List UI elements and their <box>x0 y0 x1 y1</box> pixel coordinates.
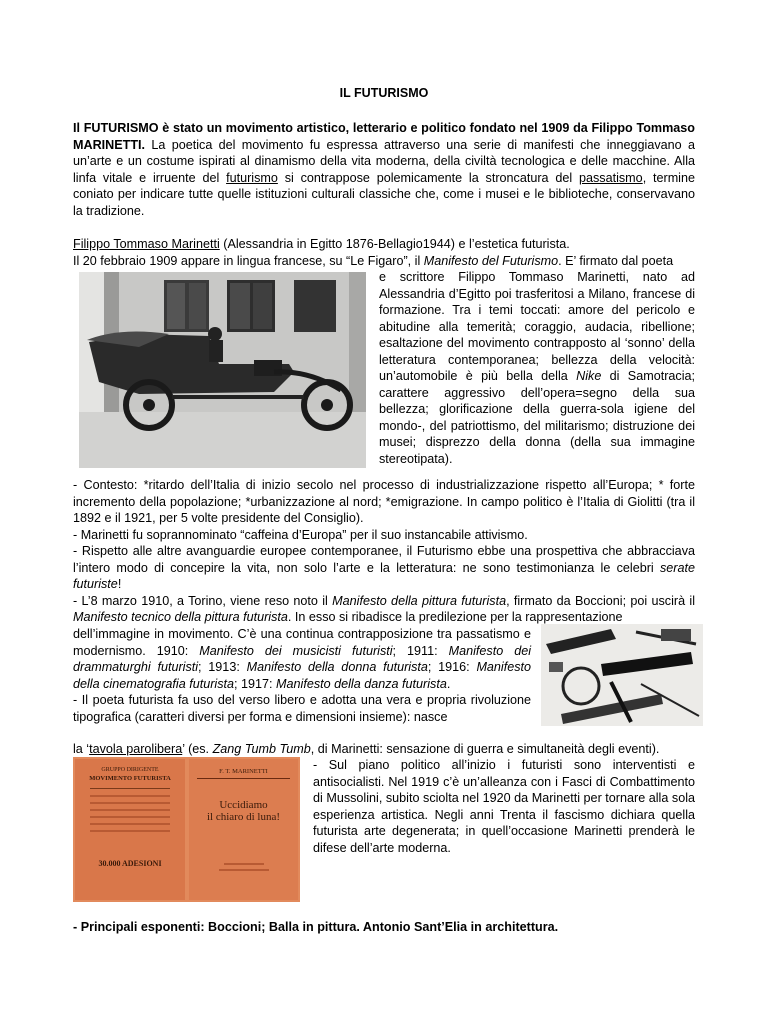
term-passatismo: passatismo <box>578 170 643 185</box>
torino-a: - L’8 marzo 1910, a Torino, viene reso noto il <box>73 593 328 608</box>
manifesto-1913: Manifesto della donna futurista <box>246 660 428 674</box>
book-right-author: F. T. MARINETTI <box>197 768 290 779</box>
manifesto-line-b: . E’ firmato dal poeta <box>558 254 674 268</box>
manifesto-line <box>73 253 695 270</box>
term-futurismo: futurismo <box>226 170 278 185</box>
tav-c: , di Marinetti: sensazione di guerra e simultaneità degli eventi). <box>310 742 660 756</box>
manifesti-intro: dell’immagine in movimento. C’è una continua contrapposizione tra passatismo e modernismo. 1910: <box>73 627 531 658</box>
manifesti-dot: . <box>446 676 451 691</box>
intro-text-2: si contrappose polemicamente la stroncatura del <box>284 170 573 185</box>
nike-term: Nike <box>576 369 602 383</box>
manifesto-1910: Manifesto dei musicisti futuristi <box>199 643 393 658</box>
point-politica <box>313 757 695 856</box>
point-caffeina: - Marinetti fu soprannominato “caffeina d’Europa” per il suo instancabile attivismo. <box>73 527 528 542</box>
car-photo <box>79 272 366 468</box>
parolibera-art <box>541 624 703 726</box>
point-esponenti: - Principali esponenti: Boccioni; Balla in pittura. Antonio Sant’Elia in architettura. <box>73 920 559 934</box>
year-1917: ; 1917: <box>234 676 273 691</box>
book-left-line2: MOVIMENTO FUTURISTA <box>89 775 171 782</box>
zang-tumb-tumb: Zang Tumb Tumb <box>212 742 311 756</box>
serate-end: ! <box>117 577 122 591</box>
serate-term: serate futuriste <box>73 560 695 591</box>
book-left-cover <box>75 759 185 900</box>
marinetti-name: Filippo Tommaso Marinetti <box>73 237 220 251</box>
marinetti-bio: (Alessandria in Egitto 1876-Bellagio1944) e l’estetica futurista. <box>223 237 570 251</box>
manifesto-themes-1: e scrittore Filippo Tommaso Marinetti, nato ad Alessandria d’Egitto poi trasferitosi a Milano, francese di formazione. Tra i temi toccati: amore del pericolo e abitudine alla temerità; coraggio, audacia, ribellione; esaltazione del movimento contrapposto al ‘sonno’ della letteratura contemporanea; bellezza della velocità: un’automobile è più bella della <box>379 270 695 383</box>
marinetti-heading <box>73 236 695 253</box>
point-avanguardie <box>73 543 695 593</box>
tavola-parolibera-term: tavola parolibera <box>89 742 183 756</box>
year-1911: ; 1911: <box>392 643 438 658</box>
torino-title-2: Manifesto tecnico della pittura futurista <box>73 610 288 624</box>
torino-c: . In esso si ribadisce la predilezione per la rappresentazione <box>287 610 623 624</box>
book-left-bottom: 30.000 ADESIONI <box>98 859 162 868</box>
year-1916: ; 1916: <box>427 660 470 674</box>
politica-text: - Sul piano politico all’inizio i futuristi sono interventisti e antisocialisti. Nel 1919 c’è un’alleanza con i Fasci di Combattimento di Mussolini, subito sciolta nel 1920 da Marinetti per tornare alla sola esperienza artistica. Negli anni Trenta il fascismo dichiara quella futurista arte degenerata; in quell’occasione Marinetti prenderà le difese dell’arte moderna. <box>313 758 695 855</box>
point-contesto: - Contesto: *ritardo dell’Italia di inizio secolo nel processo di industrializzazione rispetto all’Europa; * forte incremento della popolazione; *urbanizzazione al nord; *emigrazione. In campo politico è l’Italia di Giolitti (tra il 1892 e il 1921, per 5 volte presidente del Consiglio). <box>73 478 695 525</box>
intro-text-1: La poetica del movimento fu espressa attraverso una serie di manifesti che inneggiavano a un’arte e un costume ispirati al dinamismo della vita moderna, della civiltà tecnologica e delle macchine. Alla linfa vitale e irruente del <box>73 137 695 185</box>
manifesto-line-a: Il 20 febbraio 1909 appare in lingua francese, su “Le Figaro”, il <box>73 254 421 268</box>
intro-paragraph <box>73 120 695 219</box>
book-right-title2: il chiaro di luna! <box>206 811 280 823</box>
automobile-photo-svg <box>79 272 366 468</box>
manifesto-1916: Manifesto della cinematografia futurista <box>73 660 532 691</box>
point-torino <box>73 593 695 626</box>
manifesto-1911: Manifesto dei drammaturghi futuristi <box>73 643 532 674</box>
points-block <box>73 477 695 626</box>
manifesto-themes-2: di Samotracia; carattere aggressivo dell’opera=segno della sua bellezza; glorificazione della guerra-sola igiene del mondo-, del patriottismo, del militarismo; distruzione dei musei; disprezzo della donna (della sua immagine stereotipata). <box>379 369 696 466</box>
tav-a: la ‘ <box>73 742 90 756</box>
page-title: IL FUTURISMO <box>339 86 429 100</box>
manifesto-title: Manifesto del Futurismo <box>423 254 559 268</box>
manifesti-list <box>73 626 531 725</box>
book-right-title1: Uccidiamo <box>219 799 268 811</box>
manifesto-themes <box>379 269 695 467</box>
intro-text-3: , termine coniato per indicare tutte quelle istituzioni culturali classiche che, come i musei e le biblioteche, conservavano la tradizione. <box>73 170 695 218</box>
torino-b: , firmato da Boccioni; poi uscirà il <box>506 593 695 608</box>
tavola-line <box>73 741 695 758</box>
book-right-cover <box>189 759 298 900</box>
book-covers <box>73 757 300 902</box>
avanguardie-text: - Rispetto alle altre avanguardie europee contemporanee, il Futurismo ebbe una prospettiva che abbracciava l’intero modo di concepire la vita, non solo l’arte e la letteratura: ne sono testimonianza le celebri <box>73 544 695 575</box>
torino-title-1: Manifesto della pittura futurista <box>332 593 507 608</box>
parolibera-art-svg <box>541 624 703 726</box>
book-left-line1: GRUPPO DIRIGENTE <box>101 767 159 773</box>
tav-b: ’ (es. <box>182 742 210 756</box>
point-verso: - Il poeta futurista fa uso del verso libero e adotta una vera e propria rivoluzione tipografica (caratteri diversi per forma e dimensioni insieme): nasce <box>73 693 531 724</box>
manifesto-1917: Manifesto della danza futurista <box>276 676 447 691</box>
year-1913: ; 1913: <box>198 660 240 674</box>
intro-lead: Il FUTURISMO è stato un movimento artistico, letterario e politico fondato nel 1909 da Filippo Tommaso MARINETTI. <box>73 121 695 152</box>
